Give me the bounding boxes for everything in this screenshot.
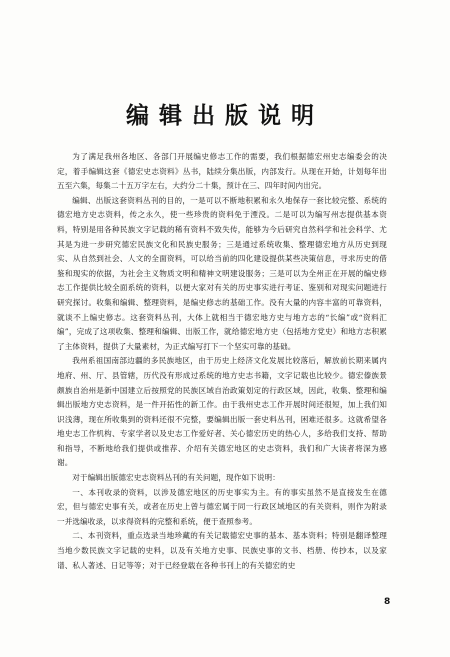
page-number: 8 [384,597,391,607]
paragraph-background: 我州系祖国南部边疆的多民族地区，由于历史上经济文化发展比较落后，解放前长期来属内地府、州、厅、县管辖，历代没有形成过系统的地方史志书籍，文字记载也比较少。德宏傣族景颇族自治州是新中国建立后按照党的民族区域自治政策划定的行政区域，因此，收集、整理和编辑出版地方史志资料，是一件开拓性的新工作。由于我州史志工作开展时间还很短，加上我们知识浅薄，现在所收集到的资料还很不完整，要编辑出版一套史料丛刊，困难还很多。这就希望各地史志工作机构、专家学者以及史志工作爱好者、关心德宏历史的热心人，多给我们支持、帮助和指导，不断地给我们提供或推荐、介绍有关德宏地区的史志资料，我们和广大读者将深为感谢。 [57,356,387,468]
page-title: 编辑出版说明 [126,103,324,129]
paragraph-purpose: 编辑、出版这套资料丛刊的目的，一是可以不断地积累和永久地保存一套比较完整、系统的德宏地方史志资料，传之永久，使一些珍贵的资料免于湮没。二是可以为编写州志提供基本资料，特别是用各种民族文字记载的稀有资料不致失传，能够为今后研究自然科学和社会科学、尤其是为进一步研究德宏民族文化和民族史服务；三是通过系统收集、整理德宏地方从历史到现实、从自然到社会、人文的全面资料，可以给当前的四化建设提供某些决策信息，寻求历史的借鉴和现实的依据，为社会主义物质文明和精神文明建设服务；三是可以为全州正在开展的编史修志工作提供比较全面系统的资料，以便大家对有关的历史事实进行考证、鉴别和对现实问题进行研究探讨。收集和编辑、整理资料，是编史修志的基础工作。没有大量的内容丰富的可靠资料，就谈不上编史修志。这套资料丛刊，大体上就相当于德宏地方史与地方志的“长编”或“资料汇编”，完成了这项收集、整理和编辑、出版工作，就给德宏地方史（包括地方党史）和地方志积累了主体资料，提供了大量素材，为正式编写打下一个坚实可靠的基础。 [57,195,387,351]
paragraph-note-2: 二、本刊资料，重点选录当地珍藏的有关记载德宏史事的基本、基本资料；特别是翻译整理当地少数民族文字记载的史料，以及有关地方史事、民族史事的文书、档册、传抄本，以及家谱、私人著述、日记等等；对于已经登载在各种书刊上的有关德宏的史 [57,531,387,570]
paragraph-notes-intro: 对于编辑出版德宏史志资料丛刊的有关问题，现作如下说明： [72,473,280,483]
paragraph-intro: 为了满足我州各地区、各部门开展编史修志工作的需要，我们根据德宏州史志编委会的决定，着手编辑这套《德宏史志资料》丛书，陆续分集出版，内部发行。从现在开始，计划每年出五至六集，每集二十五万字左右，大约分二十集，预计在三、四年时间内出完。 [57,152,387,191]
paragraph-note-1: 一、本刊收录的资料，以涉及德宏地区的历史事实为主。有的事实虽然不是直接发生在德宏，但与德宏史事有关，或者在历史上曾与德宏属于同一行政区域地区的有关资料，则作为附录一并选编收录，以求得资料的完整和系统，便于查照参考。 [57,487,387,526]
body-text [57,150,387,573]
